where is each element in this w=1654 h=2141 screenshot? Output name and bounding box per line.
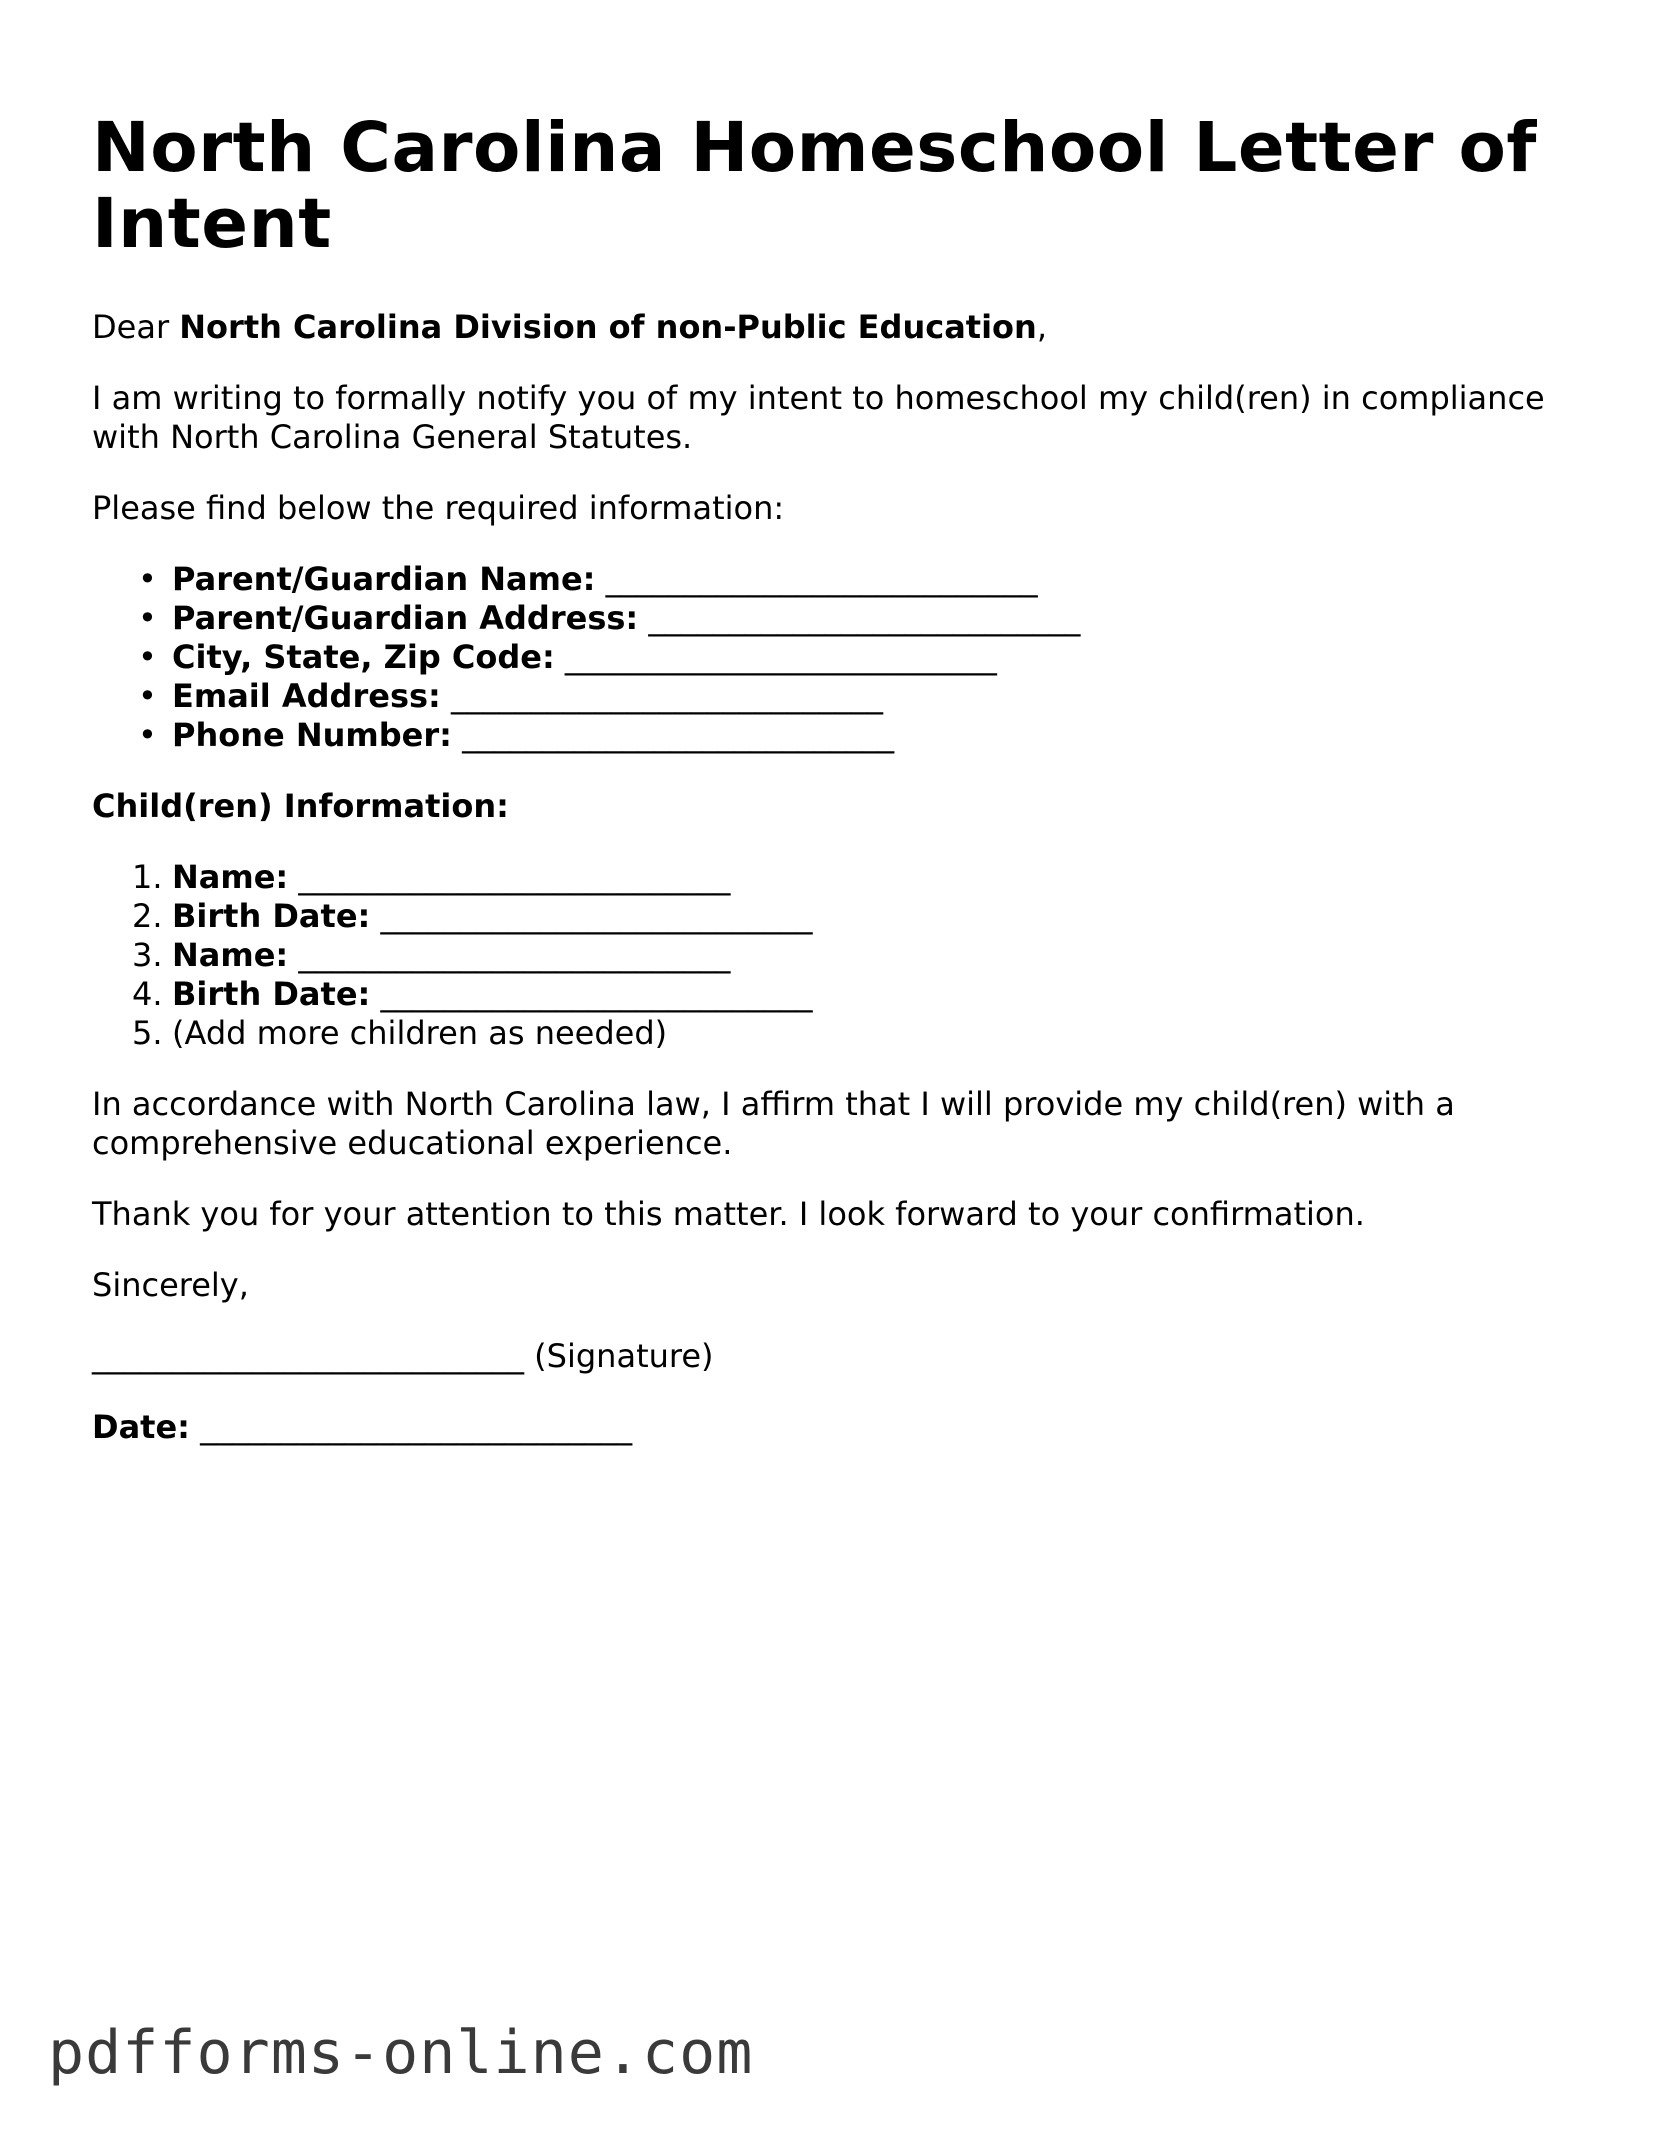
intro-paragraph: I am writing to formally notify you of my intent to homeschool my child(ren) in compliance with North Carolina General Statutes. — [92, 379, 1545, 456]
bullet-icon: • — [138, 599, 157, 637]
bullet-icon: • — [138, 677, 157, 715]
salutation-recipient: North Carolina Division of non-Public Education — [179, 308, 1037, 346]
email-field[interactable]: ___________________________ — [451, 677, 883, 715]
list-item — [132, 1014, 1572, 1053]
info-intro: Please find below the required information: — [92, 489, 785, 527]
parent-name-label: Parent/Guardian Name: — [172, 560, 596, 598]
list-item — [138, 677, 1572, 716]
add-more-children-note: (Add more children as needed) — [172, 1014, 668, 1052]
list-item — [138, 599, 1572, 638]
child-birth-date-field[interactable]: ___________________________ — [380, 975, 813, 1013]
list-item — [132, 858, 1572, 897]
signature-field[interactable]: ___________________________ — [92, 1337, 524, 1375]
signature-line — [92, 1337, 1572, 1376]
list-item — [138, 560, 1572, 599]
list-item — [132, 897, 1572, 936]
salutation-prefix: Dear — [92, 308, 180, 346]
parent-info-list — [92, 560, 1572, 755]
date-field[interactable]: ___________________________ — [200, 1408, 633, 1446]
phone-field[interactable]: ___________________________ — [462, 716, 895, 754]
list-number: 3. — [132, 936, 163, 974]
children-info-list — [92, 858, 1572, 1053]
list-item — [132, 936, 1572, 975]
list-number: 4. — [132, 975, 163, 1013]
list-number: 5. — [132, 1014, 163, 1052]
child-birth-date-label: Birth Date: — [172, 975, 371, 1013]
list-item — [132, 975, 1572, 1014]
child-name-label: Name: — [172, 936, 289, 974]
list-number: 1. — [132, 858, 163, 896]
child-name-field[interactable]: ___________________________ — [298, 936, 731, 974]
bullet-icon: • — [138, 638, 157, 676]
bullet-icon: • — [138, 560, 157, 598]
bullet-icon: • — [138, 716, 157, 754]
city-state-zip-label: City, State, Zip Code: — [172, 638, 555, 676]
signature-label: (Signature) — [534, 1337, 714, 1375]
thanks-paragraph: Thank you for your attention to this matter. I look forward to your confirmation. — [92, 1195, 1365, 1233]
affirmation-paragraph: In accordance with North Carolina law, I affirm that I will provide my child(ren) with a comprehensive educational experience. — [92, 1085, 1455, 1162]
city-state-zip-field[interactable]: ___________________________ — [564, 638, 997, 676]
child-name-label: Name: — [172, 858, 289, 896]
child-name-field[interactable]: ___________________________ — [298, 858, 731, 896]
salutation-suffix: , — [1036, 308, 1047, 346]
phone-label: Phone Number: — [172, 716, 452, 754]
letter-page — [92, 110, 1572, 1447]
closing: Sincerely, — [92, 1266, 249, 1304]
child-birth-date-label: Birth Date: — [172, 897, 371, 935]
date-label: Date: — [92, 1408, 190, 1446]
parent-address-label: Parent/Guardian Address: — [172, 599, 639, 637]
page-title: North Carolina Homeschool Letter of Intent — [92, 108, 1537, 264]
list-number: 2. — [132, 897, 163, 935]
children-heading: Child(ren) Information: — [92, 787, 509, 825]
parent-address-field[interactable]: ___________________________ — [648, 599, 1081, 637]
watermark-text: pdfforms-online.com — [48, 2018, 754, 2088]
email-label: Email Address: — [172, 677, 441, 715]
child-birth-date-field[interactable]: ___________________________ — [380, 897, 813, 935]
parent-name-field[interactable]: ___________________________ — [605, 560, 1038, 598]
list-item — [138, 716, 1572, 755]
list-item — [138, 638, 1572, 677]
salutation — [92, 308, 1572, 347]
date-line — [92, 1408, 1572, 1447]
